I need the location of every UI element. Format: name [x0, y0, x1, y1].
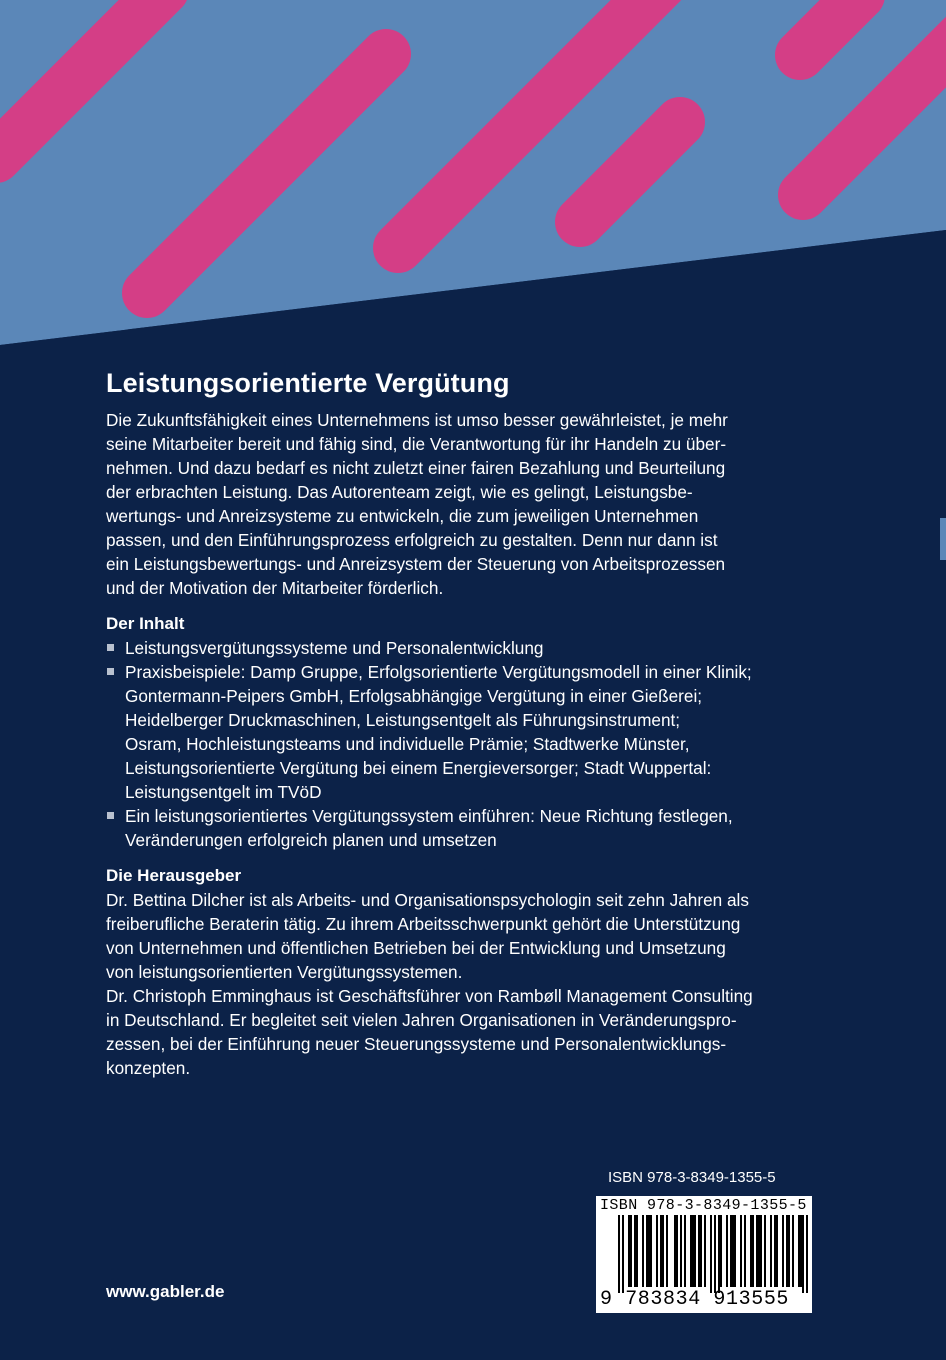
- barcode-bar: [760, 1215, 762, 1287]
- barcode-bar: [744, 1215, 746, 1287]
- barcode-bar: [648, 1215, 650, 1287]
- barcode-bar: [714, 1215, 716, 1293]
- contents-item-line: Leistungsvergütungssysteme und Personalentwicklung: [125, 638, 544, 658]
- isbn-barcode: [596, 1196, 812, 1313]
- barcode-bar: [756, 1215, 758, 1287]
- barcode-bar: [770, 1215, 772, 1287]
- barcode-bar: [628, 1215, 630, 1287]
- barcode-bar: [698, 1215, 700, 1287]
- editors-line: freiberufliche Beraterin tätig. Zu ihrem Arbeitsschwerpunkt gehört die Unterstützung: [106, 914, 741, 934]
- barcode-bar: [690, 1215, 692, 1287]
- contents-item: [106, 660, 816, 804]
- barcode-digits: 9 783834 913555: [600, 1288, 790, 1311]
- barcode-bar: [694, 1215, 696, 1287]
- barcode-bar: [786, 1215, 788, 1287]
- contents-item-line: Osram, Hochleistungsteams und individuelle Prämie; Stadtwerke Münster,: [125, 734, 690, 754]
- editors-line: Dr. Bettina Dilcher ist als Arbeits- und Organisationspsychologin seit zehn Jahren als: [106, 890, 749, 910]
- contents-list: [106, 636, 816, 852]
- contents-item-line: Heidelberger Druckmaschinen, Leistungsentgelt als Führungsinstrument;: [125, 710, 681, 730]
- barcode-bar: [792, 1215, 794, 1287]
- editors-heading: Die Herausgeber: [106, 866, 242, 885]
- barcode-top-text: ISBN 978-3-8349-1355-5: [600, 1197, 807, 1214]
- intro-line: wertungs- und Anreizsysteme zu entwickeln, die zum jeweiligen Unternehmen: [106, 506, 699, 526]
- spine-edge-mark: [940, 518, 946, 560]
- barcode-bar: [782, 1215, 784, 1287]
- publisher-url: www.gabler.de: [106, 1282, 225, 1301]
- editors-line: in Deutschland. Er begleitet seit vielen Jahren Organisationen in Veränderungspro-: [106, 1010, 737, 1030]
- contents-item-line: Gontermann-Peipers GmbH, Erfolgsabhängige Vergütung in einer Gießerei;: [125, 686, 703, 706]
- isbn-label: ISBN 978-3-8349-1355-5: [608, 1169, 776, 1186]
- bullet-square-icon: [107, 668, 114, 675]
- barcode-bar: [618, 1215, 620, 1293]
- contents-item: [106, 804, 816, 852]
- barcode-bar: [700, 1215, 702, 1287]
- barcode-bar: [680, 1215, 682, 1287]
- intro-line: und der Motivation der Mitarbeiter förderlich.: [106, 578, 444, 598]
- barcode-bar: [788, 1215, 790, 1287]
- barcode-bar: [692, 1215, 694, 1287]
- editors-line: von Unternehmen und öffentlichen Betrieben bei der Entwicklung und Umsetzung: [106, 938, 726, 958]
- bullet-square-icon: [107, 812, 114, 819]
- barcode-bar: [630, 1215, 632, 1287]
- barcode-bar: [726, 1215, 728, 1287]
- barcode-bar: [650, 1215, 652, 1287]
- barcode-bar: [720, 1215, 722, 1287]
- intro-line: der erbrachten Leistung. Das Autorenteam zeigt, wie es gelingt, Leistungsbe-: [106, 482, 693, 502]
- contents-item-line: Praxisbeispiele: Damp Gruppe, Erfolgsorientierte Vergütungsmodell in einer Klinik;: [125, 662, 752, 682]
- bullet-square-icon: [107, 644, 114, 651]
- main-text: [106, 366, 816, 1080]
- barcode-bar: [634, 1215, 636, 1287]
- barcode-bar: [776, 1215, 778, 1287]
- editors-line: von leistungsorientierten Vergütungssystemen.: [106, 962, 463, 982]
- intro-paragraph: [106, 408, 816, 600]
- contents-heading: Der Inhalt: [106, 614, 185, 633]
- header-graphic: [0, 0, 946, 345]
- barcode-bar: [656, 1215, 658, 1287]
- intro-line: Die Zukunftsfähigkeit eines Unternehmens ist umso besser gewährleistet, je mehr: [106, 410, 728, 430]
- barcode-bar: [764, 1215, 766, 1287]
- barcode-bar: [674, 1215, 676, 1287]
- barcode-bar: [622, 1215, 624, 1293]
- editors-line: konzepten.: [106, 1058, 191, 1078]
- book-title: Leistungsorientierte Vergütung: [106, 368, 510, 398]
- barcode-bar: [750, 1215, 752, 1287]
- contents-item-line: Ein leistungsorientiertes Vergütungssystem einführen: Neue Richtung festlegen,: [125, 806, 733, 826]
- barcode-bar: [758, 1215, 760, 1287]
- intro-line: ein Leistungsbewertungs- und Anreizsystem der Steuerung von Arbeitsprozessen: [106, 554, 726, 574]
- editors-line: Dr. Christoph Emminghaus ist Geschäftsführer von Rambøll Management Consulting: [106, 986, 753, 1006]
- contents-item-line: Leistungsorientierte Vergütung bei einem Energieversorger; Stadt Wuppertal:: [125, 758, 712, 778]
- barcode-bar: [800, 1215, 802, 1287]
- barcode-bar: [704, 1215, 706, 1287]
- barcode-bar: [752, 1215, 754, 1287]
- barcode-bar: [666, 1215, 668, 1287]
- barcode-bar: [774, 1215, 776, 1287]
- intro-line: nehmen. Und dazu bedarf es nicht zuletzt einer fairen Bezahlung und Beurteilung: [106, 458, 726, 478]
- contents-item: [106, 636, 816, 660]
- contents-item-line: Leistungsentgelt im TVöD: [125, 782, 322, 802]
- barcode-bar: [660, 1215, 662, 1287]
- barcode-bar: [732, 1215, 734, 1287]
- intro-line: passen, und den Einführungsprozess erfolgreich zu gestalten. Denn nur dann ist: [106, 530, 718, 550]
- barcode-bar: [798, 1215, 800, 1287]
- barcode-bar: [718, 1215, 720, 1293]
- barcode-bar: [806, 1215, 808, 1293]
- barcode-bar: [646, 1215, 648, 1287]
- intro-line: seine Mitarbeiter bereit und fähig sind, die Verantwortung für ihr Handeln zu über-: [106, 434, 727, 454]
- barcode-bar: [734, 1215, 736, 1287]
- barcode-bar: [676, 1215, 678, 1287]
- barcode-bar: [730, 1215, 732, 1287]
- barcode-bar: [802, 1215, 804, 1293]
- editors-line: zessen, bei der Einführung neuer Steuerungssysteme und Personalentwicklungs-: [106, 1034, 727, 1054]
- barcode-bar: [740, 1215, 742, 1287]
- barcode-bar: [710, 1215, 712, 1293]
- barcode-bar: [642, 1215, 644, 1287]
- barcode-bar: [636, 1215, 638, 1287]
- barcode-bar: [662, 1215, 664, 1287]
- editors-paragraph: [106, 888, 816, 1080]
- contents-item-line: Veränderungen erfolgreich planen und umsetzen: [125, 830, 497, 850]
- barcode-bar: [684, 1215, 686, 1287]
